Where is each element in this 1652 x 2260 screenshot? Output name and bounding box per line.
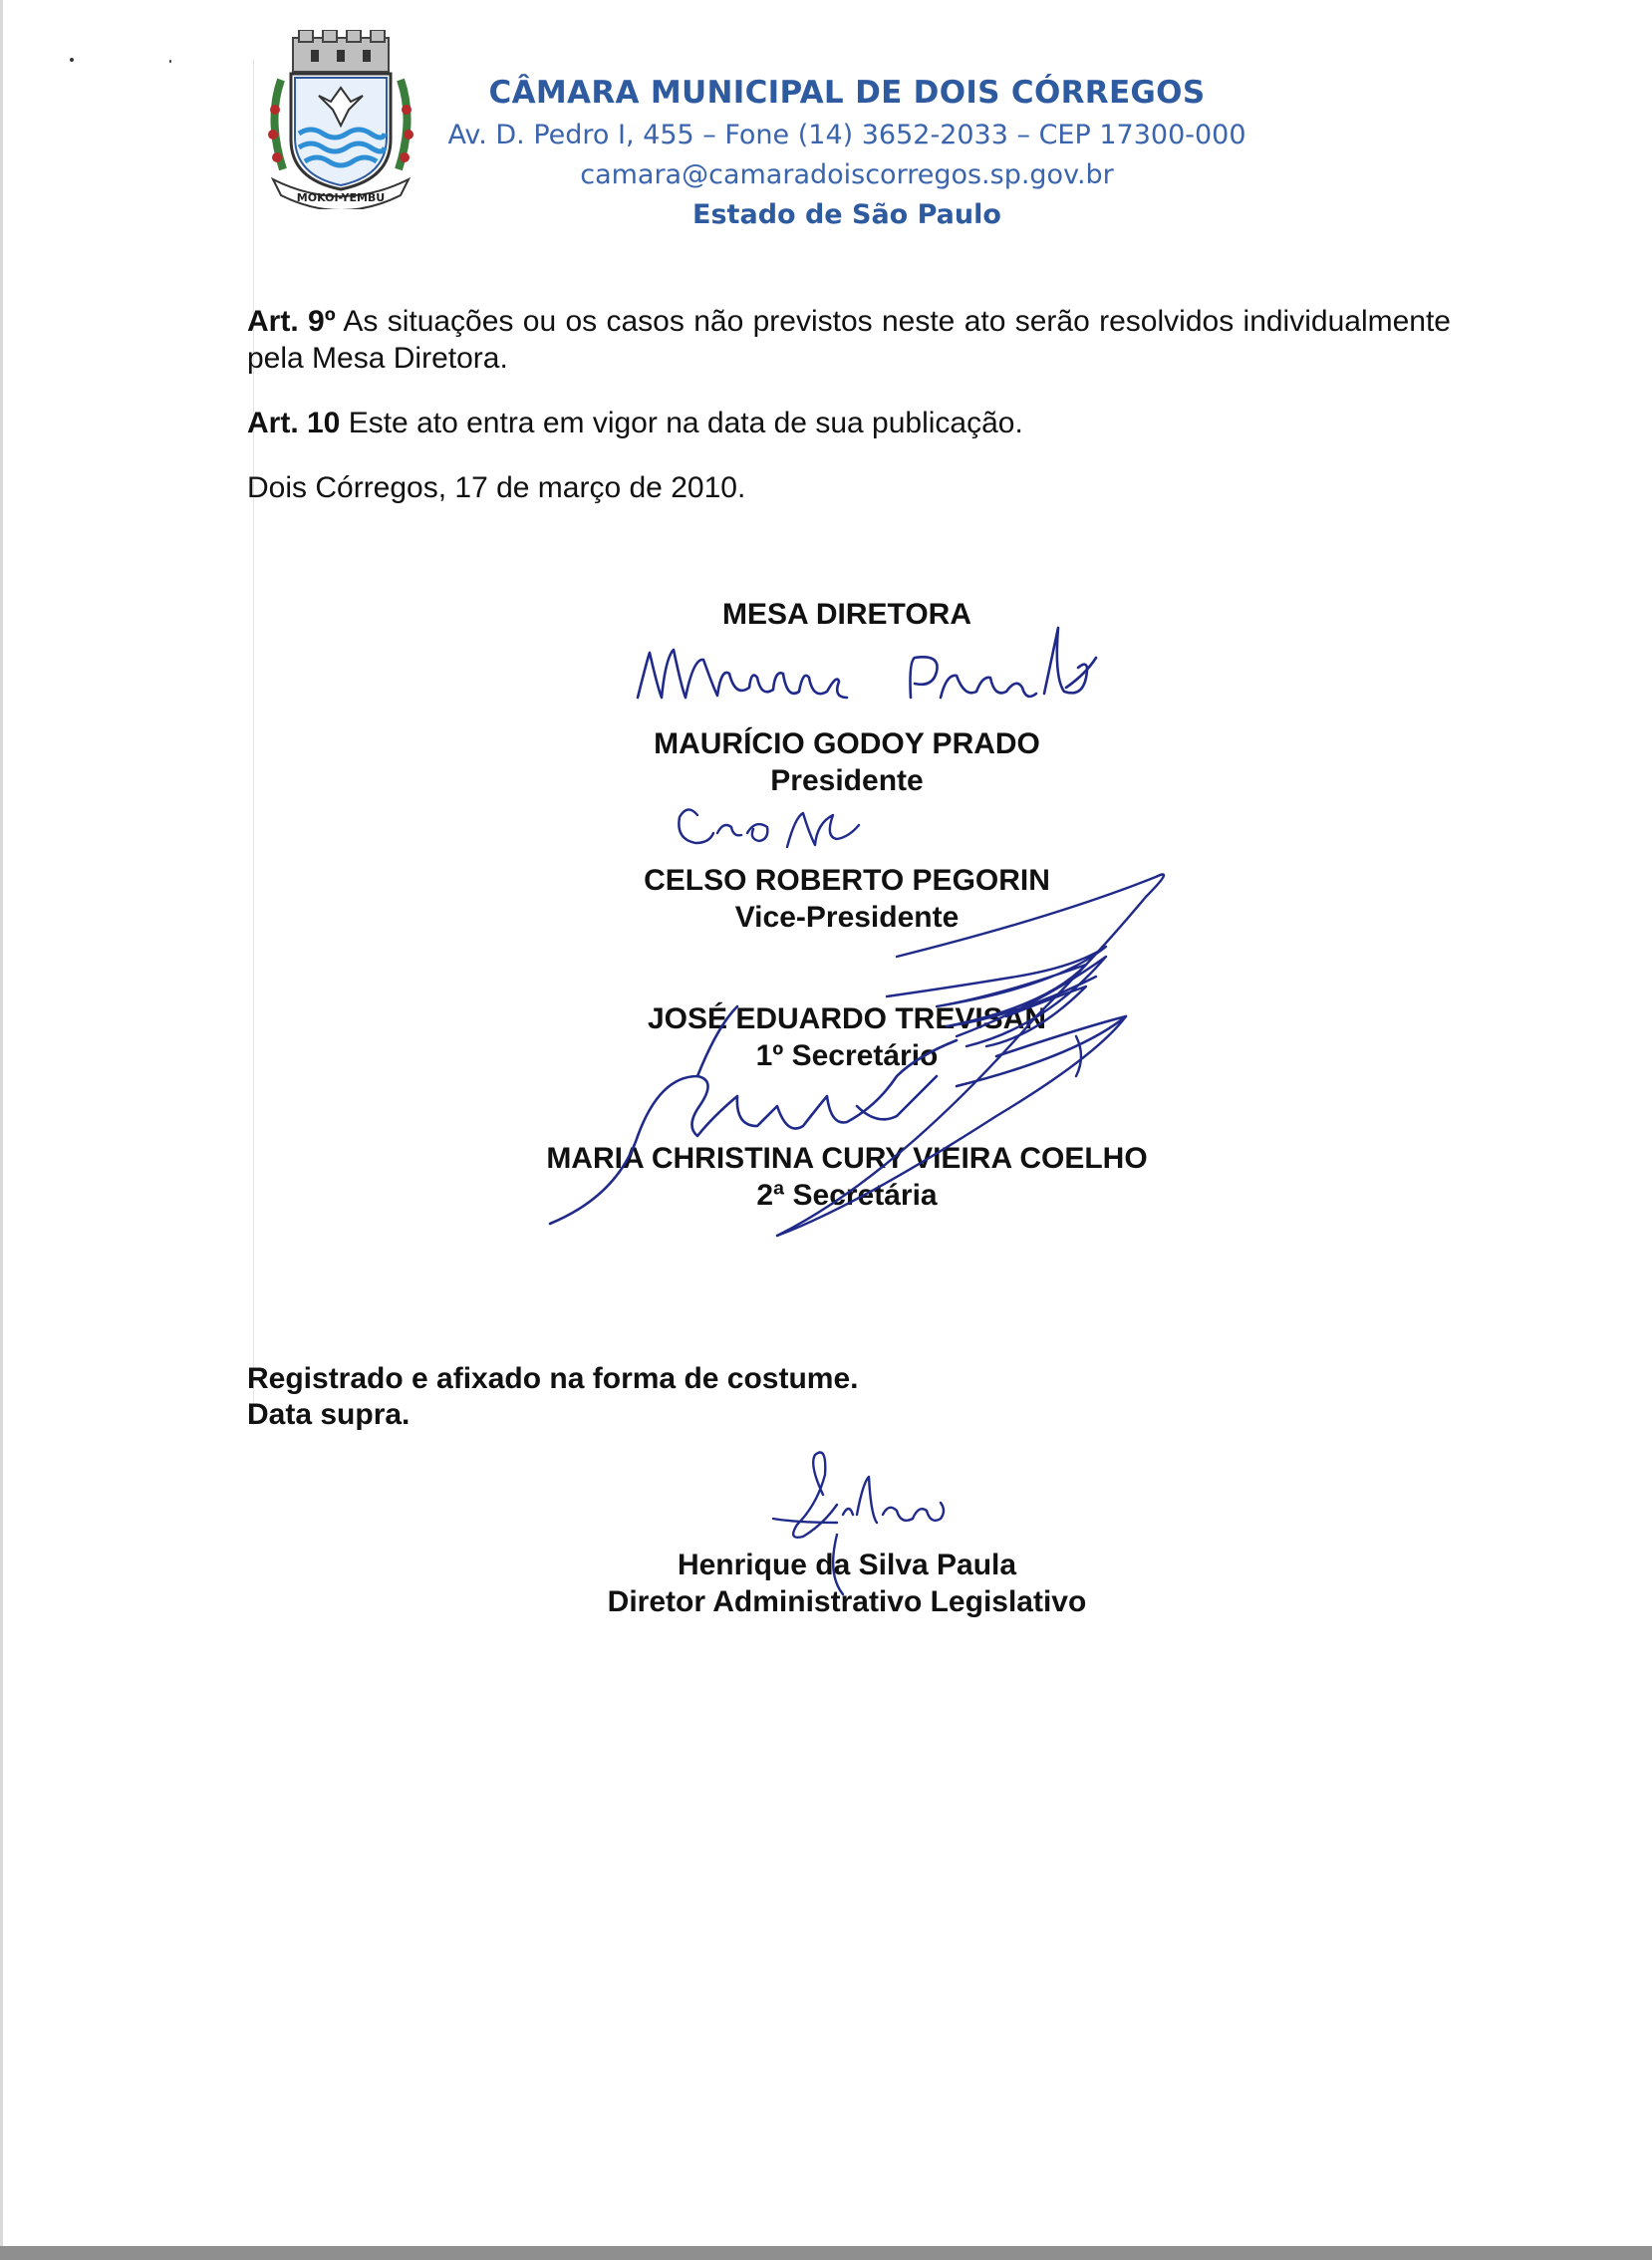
- article-9-label: Art. 9º: [247, 305, 336, 338]
- signature-celso-pegorin: [679, 809, 859, 847]
- signature-mauricio-prado: [638, 628, 1096, 698]
- article-10-label: Art. 10: [247, 407, 341, 439]
- member-role: Presidente: [770, 764, 924, 797]
- scan-bottom-bar: [0, 2246, 1652, 2260]
- crest-motto: MOKOI-YEMBU: [296, 191, 386, 204]
- director-name: Henrique da Silva Paula: [677, 1549, 1017, 1581]
- registry-line: Data supra.: [247, 1398, 411, 1431]
- member-name: MAURÍCIO GODOY PRADO: [654, 727, 1040, 760]
- letterhead-address: Av. D. Pedro I, 455 – Fone (14) 3652-2033 – CEP 17300-000: [447, 120, 1246, 150]
- letterhead-email: camara@camaradoiscorregos.sp.gov.br: [580, 159, 1114, 190]
- scan-edge: [0, 0, 3, 2260]
- member-role: Vice-Presidente: [734, 901, 960, 934]
- article-9-text: As situações ou os casos não previstos neste ato serão resolvidos individualmente pela Mesa Diretora.: [247, 305, 1451, 375]
- scan-speck: [169, 60, 171, 63]
- letterhead: [399, 70, 1295, 235]
- member-role: 1º Secretário: [755, 1039, 939, 1072]
- article-10-text: Este ato entra em vigor na data de sua publicação.: [340, 407, 1023, 439]
- scan-margin-line: [253, 60, 254, 1425]
- municipal-crest-icon: [261, 30, 420, 209]
- mesa-heading: MESA DIRETORA: [721, 598, 972, 631]
- member-name: CELSO ROBERTO PEGORIN: [644, 864, 1050, 897]
- letterhead-state: Estado de São Paulo: [692, 199, 1001, 230]
- member-name: JOSÉ EDUARDO TREVISAN: [647, 1002, 1047, 1035]
- letterhead-title: CÂMARA MUNICIPAL DE DOIS CÓRREGOS: [488, 75, 1206, 111]
- article-9: [247, 303, 1451, 377]
- scan-speck: [70, 58, 74, 62]
- member-role: 2ª Secretária: [756, 1179, 938, 1212]
- article-10: [247, 405, 1451, 441]
- director-block: [448, 1547, 1245, 1620]
- date-line: Dois Córregos, 17 de março de 2010.: [247, 471, 746, 504]
- registry-note: [247, 1361, 859, 1433]
- member-name: MARIA CHRISTINA CURY VIEIRA COELHO: [546, 1142, 1148, 1175]
- registry-line: Registrado e afixado na forma de costume.: [247, 1362, 859, 1395]
- director-role: Diretor Administrativo Legislativo: [607, 1585, 1087, 1618]
